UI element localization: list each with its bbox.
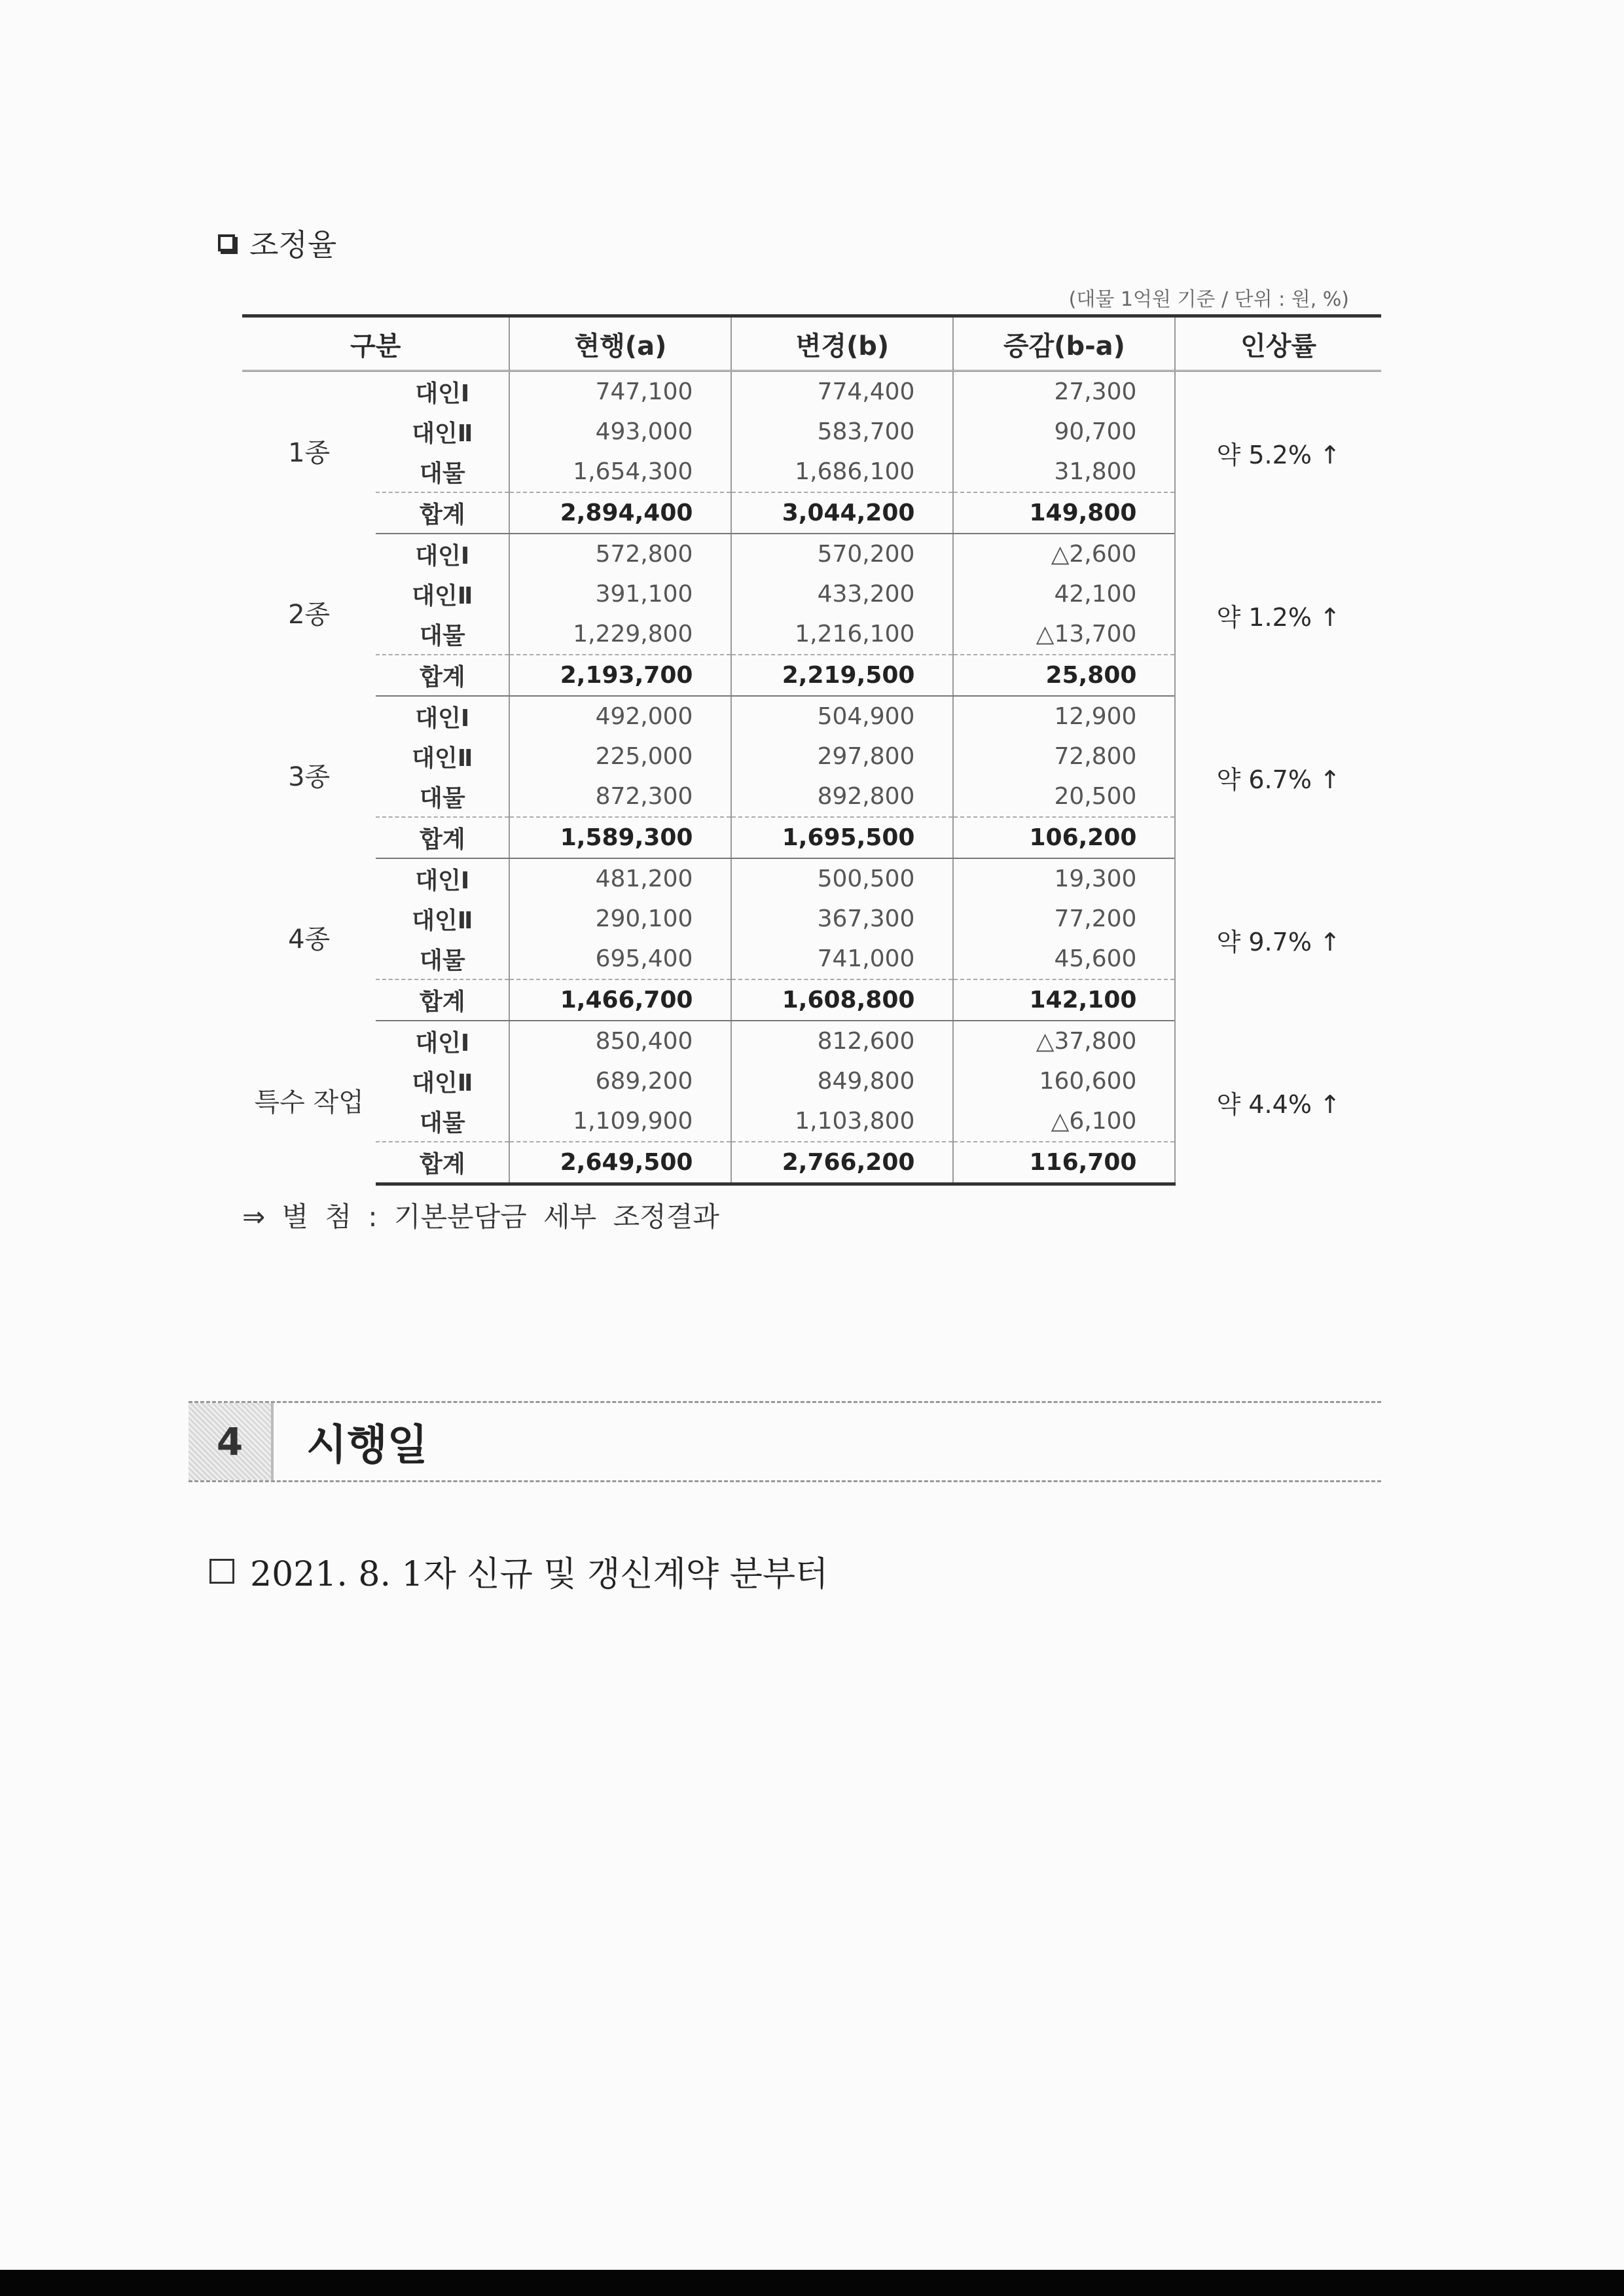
current-value-cell: 2,649,500	[509, 1142, 731, 1184]
current-value-cell: 689,200	[509, 1061, 731, 1101]
current-value-cell: 2,193,700	[509, 655, 731, 696]
changed-value-cell: 892,800	[731, 776, 953, 817]
changed-value-cell: 3,044,200	[731, 492, 953, 534]
changed-value-cell: 433,200	[731, 574, 953, 614]
row-label-cell: 대물	[420, 947, 465, 974]
increase-rate-cell: 약 9.7% ↑	[1175, 858, 1381, 1021]
diff-value-cell: 19,300	[953, 858, 1175, 899]
current-value-cell: 572,800	[509, 534, 731, 574]
changed-value-cell: 1,686,100	[731, 452, 953, 492]
current-value-cell: 1,654,300	[509, 452, 731, 492]
changed-value-cell: 1,608,800	[731, 979, 953, 1021]
row-label-cell: 대인Ⅰ	[415, 543, 470, 570]
group-category-cell: 2종	[288, 600, 331, 630]
row-label-cell: 대인Ⅱ	[412, 583, 473, 610]
header-category: 구분	[242, 316, 509, 371]
row-label-cell: 대물	[420, 1110, 465, 1137]
diff-value-cell: 77,200	[953, 899, 1175, 939]
current-value-cell: 2,894,400	[509, 492, 731, 534]
current-value-cell: 290,100	[509, 899, 731, 939]
table-row	[242, 1021, 1381, 1061]
changed-value-cell: 297,800	[731, 737, 953, 776]
changed-value-cell: 849,800	[731, 1061, 953, 1101]
square-bullet-icon	[218, 234, 235, 251]
diff-value-cell: 160,600	[953, 1061, 1175, 1101]
scan-bottom-edge	[0, 2270, 1624, 2296]
current-value-cell: 747,100	[509, 371, 731, 412]
diff-value-cell: 42,100	[953, 574, 1175, 614]
increase-rate-cell: 약 4.4% ↑	[1175, 1021, 1381, 1184]
row-label-cell: 대물	[420, 623, 465, 649]
changed-value-cell: 812,600	[731, 1021, 953, 1061]
attachment-note: ⇒ 별 첨 : 기본분담금 세부 조정결과	[242, 1201, 719, 1233]
row-label-cell: 대물	[420, 460, 465, 487]
current-value-cell: 391,100	[509, 574, 731, 614]
row-label-cell: 대인Ⅱ	[412, 907, 473, 934]
heading-number: 4	[189, 1403, 274, 1480]
current-value-cell: 481,200	[509, 858, 731, 899]
table-row	[242, 858, 1381, 899]
group-category-cell: 4종	[288, 924, 331, 955]
row-label-cell: 대인Ⅰ	[415, 380, 470, 407]
diff-value-cell: 27,300	[953, 371, 1175, 412]
changed-value-cell: 504,900	[731, 696, 953, 737]
current-value-cell: 492,000	[509, 696, 731, 737]
diff-value-cell: △6,100	[953, 1101, 1175, 1142]
current-value-cell: 493,000	[509, 412, 731, 452]
row-label-cell: 합계	[376, 492, 509, 534]
diff-value-cell: 20,500	[953, 776, 1175, 817]
diff-value-cell: 149,800	[953, 492, 1175, 534]
changed-value-cell: 2,219,500	[731, 655, 953, 696]
section-title	[218, 221, 336, 264]
current-value-cell: 850,400	[509, 1021, 731, 1061]
current-value-cell: 225,000	[509, 737, 731, 776]
effective-date-line	[209, 1546, 828, 1595]
diff-value-cell: 106,200	[953, 817, 1175, 858]
increase-rate-cell: 약 1.2% ↑	[1175, 534, 1381, 696]
table-row	[242, 696, 1381, 737]
current-value-cell: 695,400	[509, 939, 731, 979]
changed-value-cell: 1,695,500	[731, 817, 953, 858]
group-category-cell: 1종	[288, 437, 331, 468]
header-diff: 증감(b-a)	[953, 316, 1175, 371]
changed-value-cell: 2,766,200	[731, 1142, 953, 1184]
diff-value-cell: 25,800	[953, 655, 1175, 696]
header-changed: 변경(b)	[731, 316, 953, 371]
effective-date-text: 2021. 8. 1자 신규 및 갱신계약 분부터	[250, 1555, 829, 1594]
diff-value-cell: 116,700	[953, 1142, 1175, 1184]
section-heading	[189, 1401, 1381, 1482]
row-label-cell: 대인Ⅰ	[415, 1030, 470, 1057]
table-row	[242, 534, 1381, 574]
diff-value-cell: 45,600	[953, 939, 1175, 979]
increase-rate-cell: 약 5.2% ↑	[1175, 371, 1381, 534]
current-value-cell: 1,589,300	[509, 817, 731, 858]
diff-value-cell: 142,100	[953, 979, 1175, 1021]
table-row	[242, 371, 1381, 412]
changed-value-cell: 741,000	[731, 939, 953, 979]
section-title-text: 조정율	[249, 227, 337, 263]
table-body	[242, 371, 1381, 1184]
row-label-cell: 대인Ⅱ	[412, 745, 473, 772]
row-label-cell: 대인Ⅰ	[415, 867, 470, 894]
current-value-cell: 1,466,700	[509, 979, 731, 1021]
current-value-cell: 1,229,800	[509, 614, 731, 655]
diff-value-cell: 90,700	[953, 412, 1175, 452]
diff-value-cell: △37,800	[953, 1021, 1175, 1061]
current-value-cell: 872,300	[509, 776, 731, 817]
row-label-cell: 합계	[376, 817, 509, 858]
heading-title: 시행일	[306, 1421, 428, 1470]
changed-value-cell: 570,200	[731, 534, 953, 574]
diff-value-cell: △2,600	[953, 534, 1175, 574]
row-label-cell: 대인Ⅱ	[412, 1070, 473, 1097]
changed-value-cell: 367,300	[731, 899, 953, 939]
row-label-cell: 합계	[376, 1142, 509, 1184]
increase-rate-cell: 약 6.7% ↑	[1175, 696, 1381, 858]
diff-value-cell: △13,700	[953, 614, 1175, 655]
header-rate: 인상률	[1175, 316, 1381, 371]
row-label-cell: 합계	[376, 979, 509, 1021]
unit-note: (대물 1억원 기준 / 단위 : 원, %)	[1068, 288, 1349, 311]
checkbox-icon	[209, 1559, 234, 1584]
group-category-cell: 3종	[288, 762, 331, 792]
changed-value-cell: 583,700	[731, 412, 953, 452]
current-value-cell: 1,109,900	[509, 1101, 731, 1142]
header-current: 현행(a)	[509, 316, 731, 371]
changed-value-cell: 1,216,100	[731, 614, 953, 655]
row-label-cell: 대인Ⅰ	[415, 705, 470, 732]
group-category-cell: 특수 작업	[254, 1087, 364, 1118]
diff-value-cell: 12,900	[953, 696, 1175, 737]
table-header-row	[242, 316, 1381, 371]
row-label-cell: 대물	[420, 785, 465, 812]
changed-value-cell: 500,500	[731, 858, 953, 899]
changed-value-cell: 774,400	[731, 371, 953, 412]
row-label-cell: 대인Ⅱ	[412, 420, 473, 447]
changed-value-cell: 1,103,800	[731, 1101, 953, 1142]
adjustment-rate-table	[242, 314, 1381, 1186]
diff-value-cell: 72,800	[953, 737, 1175, 776]
diff-value-cell: 31,800	[953, 452, 1175, 492]
row-label-cell: 합계	[376, 655, 509, 696]
